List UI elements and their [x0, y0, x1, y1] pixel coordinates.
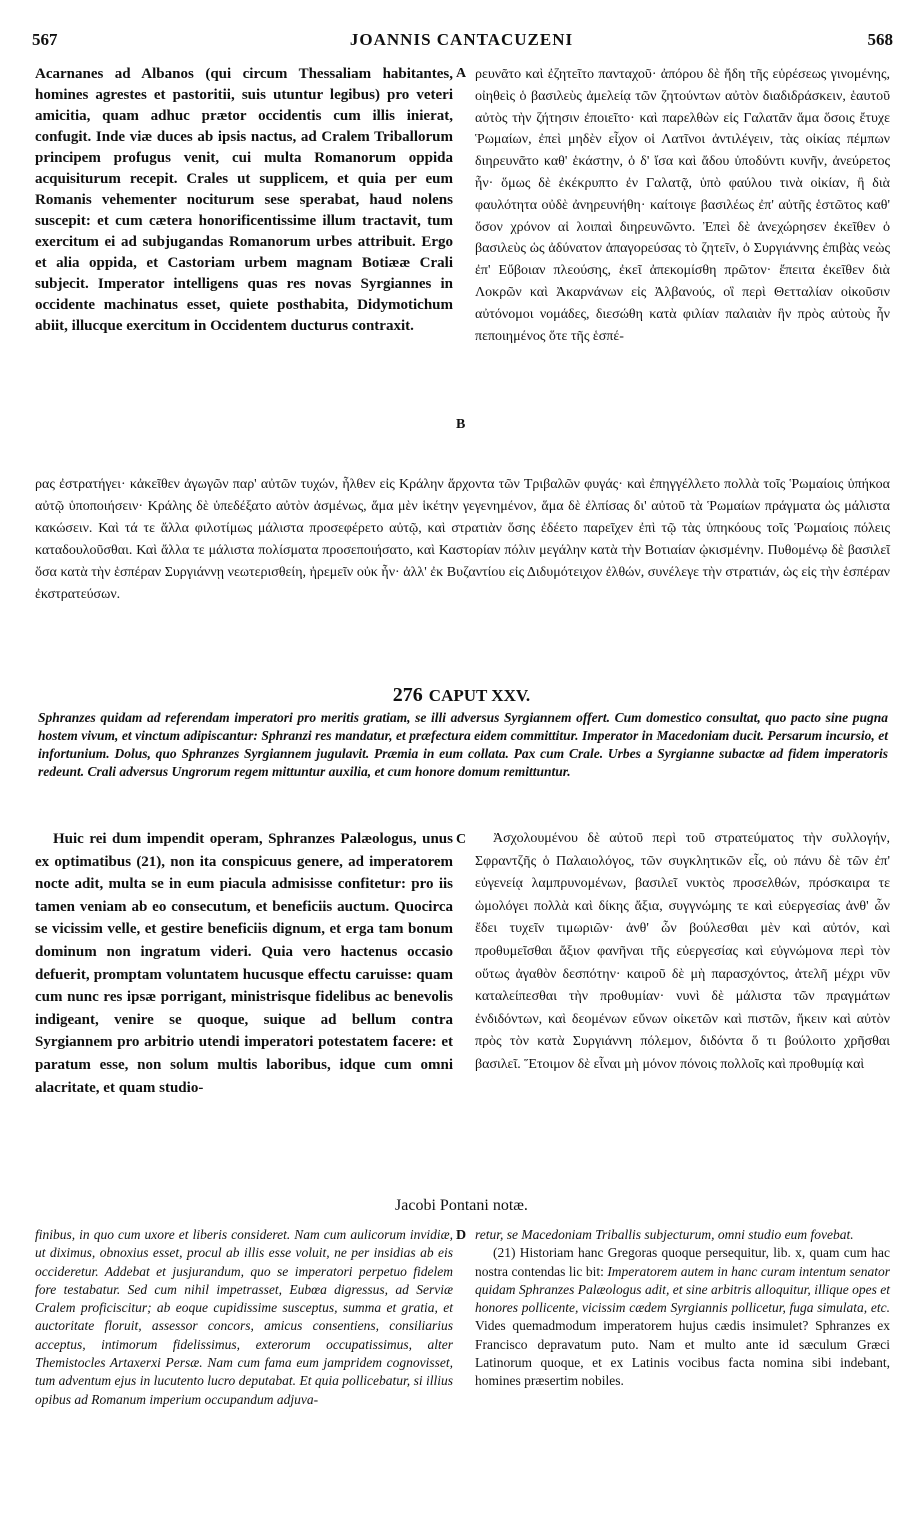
- chapter-heading: [0, 684, 923, 707]
- notes-right-column: [475, 1226, 890, 1391]
- page-number-right: 568: [867, 30, 893, 49]
- margin-marker-b: B: [456, 417, 466, 432]
- top-latin-text: Acarnanes ad Albanos (qui circum Thessaliam habitantes, homines agrestes et pastoritii, suis utuntur legibus) pro veteri amicitia, quam adhuc prætor occidentis cum illis inierat, confugit. Inde viæ duces ab ipsis nactus, ad Cralem Triballorum principem profugus venit, cui multa Romanorum oppida acquisiturum recepit. Crales ut supplicem, et quia per eum Romanis vehementer nociturum sese sperabat, haud nolens suscepit: et cum cætera honorificentissime illum tractavit, tum exercitum ei ad subjugandas Romanorum urbes attribuit. Ergo et alia oppida, et Castoriam urbem magnam Botiææ Crali subjecit. Imperator intelligens quas res novas Syrgiannes in occidente machinatus esset, quiete posthabita, Didymotichum abiit, illucque exercitum in Occidentem ducturus contraxit.: [35, 66, 453, 334]
- margin-marker-d: D: [456, 1228, 467, 1243]
- notes-title: Jacobi Pontani notæ.: [395, 1197, 528, 1214]
- margin-marker-c: C: [456, 832, 467, 847]
- chapter-number: 276: [392, 684, 423, 706]
- top-greek-text: ρευνᾶτο καὶ ἐζητεῖτο πανταχοῦ· ἀπόρου δὲ ἤδη τῆς εὑρέσεως γινομένης, οἰηθεὶς ὁ βασιλεὺς ἀμελείᾳ τῶν ζητούντων αὐτὸν διαδιδράσκειν, ἑαυτοῦ αὐτὸς τὴν ζήτησιν ἐποιεῖτο· καὶ παρελθὼν εἰς Γαλατᾶν ἅμα ὅσοις ἔτυχε Ῥωμαίων, ἐπεὶ μηδὲν εἶχον οἱ Λατῖνοι ἀντιλέγειν, τὰς οἰκίας πέμπων διηρευνᾶτο καθ' ἑκάστην, ὁ δ' ἴσα καὶ ἄδου ὑποδύντι κυνῆν, ἀνεύρετος ἦν· ὅμως δὲ ἐκέκρυπτο ἐν Γαλατᾷ, ὑπὸ φαύλου τινὰ οἰκίαν, ἢ διὰ φαυλότητα οὐδὲ ἀνηρευνήθη· καίτοιγε βασιλέως ἐπ' αὐτῆς ἑστῶτος καθ' ὅσον χρόνον αἱ λοιπαὶ διηρευνῶντο. Ἐπεὶ δὲ ἀνεχώρησεν ἐκεῖθεν ὁ βασιλεὺς ὡς ἀδύνατον ἀπαγορεύσας τὸ ζητεῖν, ὁ Συργιάννης ἐπιβὰς νεὼς ἐπ' Εὔβοιαν πλεούσης, ἐκεῖ ἀπεκομίσθη πρῶτον· ἔπειτα ἐκεῖθεν διὰ Λοκρῶν καὶ Ἀκαρνάνων εἰς Ἀλβανούς, οἳ περὶ Θετταλίαν οἰκοῦσιν αὐτόνομοι νομάδες, διεσώθη κατὰ φιλίαν παλαιὰν ἣν πρὸς αὐτοὺς ἦν πεποιημένος ὅτε τῆς ἑσπέ-: [475, 67, 890, 344]
- page-number-left: 567: [32, 30, 58, 49]
- mid-greek-column: [475, 828, 890, 1077]
- mid-latin-column: [35, 828, 453, 1099]
- mid-latin-text: Huic rei dum impendit operam, Sphranzes Palæologus, unus ex optimatibus (21), non ita conspicuus genere, ad imperatorem nocte adit, multa se in eum piacula admisisse confitetur: pro iis tamen veniam ab eo consecutum, et beneficiis auctum. Quocirca se vicissim velle, et gestire beneficiis dignum, et erga tam bonum dominum non ingratum videri. Quia vero hactenus occasio defuerit, promptam voluntatem hucusque effectu caruisse: quam cum nunc res ipsæ porrigant, ministrisque fidelibus ac benevolis indigeant, venire se quoque, suique ad bellum contra Syrgiannem pro arbitrio utendi imperatori potestatem facere: et paratum esse, non solum multis laboribus, idque cum omni alacritate, et quam studio-: [35, 831, 453, 1096]
- chapter-summary: Sphranzes quidam ad referendam imperatori pro meritis gratiam, se illi adversus Syrgiannem offert. Cum domestico consultat, quo pacto sine pugna hostem vivum, et vinctum adipiscantur: Sphranzi res mandatur, et præfectura eidem committitur. Imperator in Macedoniam ducit. Persarum incursio, et infortunium. Dolus, quo Sphranzes Syrgiannem jugulavit. Præmia in eum collata. Pax cum Crale. Urbes a Syrgianne subactæ ad fidem imperatoris redeunt. Crali adversus Ungrorum regem mittuntur auxilia, et cum honore domum remittuntur.: [38, 710, 888, 779]
- running-title: JOANNIS CANTACUZENI: [349, 30, 574, 49]
- mid-greek-text: Ἀσχολουμένου δὲ αὐτοῦ περὶ τοῦ στρατεύματος τὴν συλλογήν, Σφραντζῆς ὁ Παλαιολόγος, τῶν συγκλητικῶν εἷς, οὐ πάνυ δὲ τῶν ἐπ' εὐγενείᾳ λαμπρυνομένων, βασιλεῖ νυκτὸς προσελθών, πρόσκαιρα τε ὡμολόγει πολλὰ καὶ δίκης ἄξια, συγγνώμης τε καὶ εὐεργεσίας ἀνθ' ὧν ἔδει τυχεῖν τιμωριῶν· ἀνθ' ὧν βούλεσθαι μὲν καὶ αὐτόν, καὶ προθυμεῖσθαι ἄξιον φανῆναι τῆς εὐεργεσίας καὶ εὐγνώμονα περὶ τὸν οὕτως ἀγαθὸν δεσπότην· καιροῦ δὲ μὴ παρασχόντος, ἀτελῆ μέχρι νῦν καταλείπεσθαι τὴν προθυμίαν· νυνὶ δὲ μάλιστα τῶν πραγμάτων ἐνδιδόντων, καὶ δεομένων εὔνων οἰκετῶν καὶ πιστῶν, ἥκειν καὶ αὐτὸν πρὸς τὸν κατὰ Συργιάννη πόλεμον, διδόντα ὅ τι βούλοιτο χρῆσθαι βασιλεῖ. Ἕτοιμον δὲ εἶναι μὴ μόνον πόνοις πολλοῖς καὶ προθυμίᾳ καὶ: [475, 831, 890, 1072]
- margin-marker-a: A: [456, 66, 467, 81]
- full-width-greek: [35, 474, 890, 606]
- notes-right-italic-2: Imperatorem autem in hanc curam intentum senator quidam Sphranzes Palæologus adit, et sine arbitris alloquitur, illique opes et honores pollicente, vicissim cædem Syrgiannis pollicetur, fuga simulata, etc.: [475, 1263, 891, 1316]
- notes-right-italic: retur, se Macedoniam Triballis subjecturum, omni studio eum fovebat.: [475, 1227, 854, 1242]
- full-greek-text: ρας ἐστρατήγει· κἀκεῖθεν ἀγωγῶν παρ' αὐτῶν τυχών, ἦλθεν εἰς Κράλην ἄρχοντα τῶν Τριβαλῶν φυγάς· καὶ ἐπηγγέλλετο πολλὰ τοῖς Ῥωμαίοις ὑπήκοα αὐτῷ ὑποποιήσειν· Κράλης δὲ ὑπεδέξατο αὐτὸν ἀσμένως, ἅμα μὲν ἱκέτην γεγενημένον, ἅμα δὲ ἐλπίσας δι' αὐτοῦ τὰ Ῥωμαίων πράγματα ὡς μάλιστα κακώσειν. Καὶ τά τε ἄλλα φιλοτίμως μάλιστα προσεφέρετο αὐτῷ, καὶ στρατιὰν ὅσης ἐδέετο παρεῖχεν ἐπὶ τῷ τὰς ὑπηκόους τοῖς Ῥωμαίοις πόλεις καταδουλοῦσθαι. Καὶ ἄλλα τε μάλιστα πολίσματα προσεποιήσατο, καὶ Καστορίαν πόλιν μεγάλην κατὰ τὴν Βοτιαίαν ᾠκισμένην. Πυθομένῳ δὲ βασιλεῖ ὅσα κατὰ τὴν ἑσπέραν Συργιάννῃ νεωτερισθείη, ἠρεμεῖν οὐκ ἦν· ἀλλ' ἐκ Βυζαντίου εἰς Διδυμότειχον ἐλθών, συνέλεγε τὴν στρατιάν, ὡς εἰς τὴν ἑσπέραν ἐκστρατεύσων.: [35, 477, 890, 602]
- notes-left-text: finibus, in quo cum uxore et liberis consideret. Nam cum aulicorum invidiæ, ut diximus, obnoxius esset, procul ab illis esse voluit, ne per insidias ab eis occideretur. Addebat et jusjurandum, quo se imperatori perpetuo fidelem fore testabatur. Sed cum nihil impetrasset, Eubœa digressus, ad Serviæ Cralem proficiscitur; ab eoque cupidissime susceptus, summa et gratia, et auctoritate floruit, assessor concors, amicus consentiens, consiliarius acceptus, intimorum fidelissimus, exterorum occupatissimus, alter Themistocles Artaxerxi Persæ. Nam cum fama eum jampridem cognovisset, tum adventum ejus in lucutento lucro deputabat. Et quia pollicebatur, si illius opibus ad Romanum imperium occupandum adjuva-: [35, 1227, 453, 1407]
- notes-right-roman-2: Vides quemadmodum imperatorem hujus cædis insimulet? Sphranzes ex Francisco depravatum puto. Nam et multo ante id sæculum Græci Latinorum quoque, et ex Latinis vocibus facta nomina sibi indebant, homines præsertim nobiles.: [475, 1318, 890, 1389]
- notes-left-column: [35, 1226, 453, 1409]
- top-greek-column: [475, 64, 890, 347]
- notes-right-roman: (21) Historiam hanc Gregoras quoque persequitur, lib. x, quam cum hac nostra contendas lic bit:: [475, 1245, 890, 1279]
- chapter-title: CAPUT XXV.: [428, 686, 531, 705]
- top-latin-column: [35, 64, 453, 337]
